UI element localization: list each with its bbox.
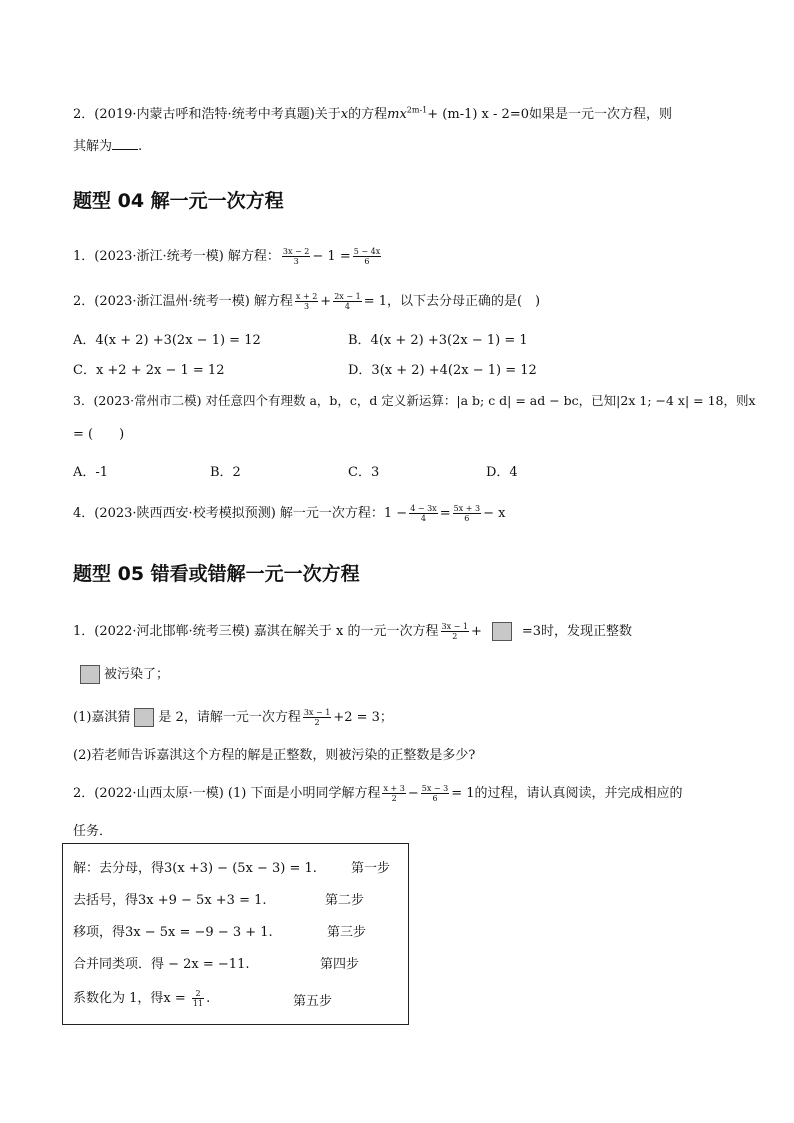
q2-top-prefix: 2．(2019·内蒙古呼和浩特·统考中考真题)关于	[73, 107, 341, 122]
q2-top-line2-end: .	[138, 139, 143, 154]
section-04-title: 题型 04 解一元一次方程	[73, 190, 284, 212]
s04-q4-eq: =	[439, 506, 451, 521]
s04-q3-line2: = ( )	[73, 427, 125, 442]
s04-q4-frac1	[409, 504, 437, 523]
s05-q1-sub1	[73, 706, 393, 727]
solution-box	[62, 843, 409, 1025]
s04-q2	[73, 290, 540, 311]
s05-q2-frac2	[421, 784, 449, 803]
q2-top-exp: 2m-1	[406, 105, 428, 115]
s04-q4	[73, 502, 505, 523]
q2-top-line1	[73, 103, 672, 122]
s05-q2-line2: 任务．	[73, 824, 113, 839]
s05-q2-minus: −	[407, 786, 419, 801]
s04-q3-option-d[interactable]: D．4	[486, 465, 518, 480]
solution-step-2: 去括号，得3x +9 − 5x +3 = 1.	[73, 893, 267, 908]
s05-q1-frac-den: 2	[452, 632, 458, 641]
s05-q1-sub1-end: +2 = 3；	[333, 710, 393, 725]
s04-q2-option-a[interactable]: A．4(x + 2) +3(2x − 1) = 12	[73, 333, 261, 348]
s04-q2-option-b[interactable]: B．4(x + 2) +3(2x − 1) = 1	[348, 333, 528, 348]
s04-q1-frac2-den: 6	[364, 257, 370, 266]
solution-step-1: 解：去分母，得3(x +3) − (5x − 3) = 1.	[73, 861, 317, 876]
solution-step-5-end: .	[206, 991, 211, 1006]
s04-q2-frac2-num: 2x − 1	[334, 292, 361, 301]
s04-q3: 3．(2023·常州市二模) 对任意四个有理数 a，b，c，d 定义新运算：|a b; c d| = ad − bc，已知|2x 1; −4 x| = 18，则x	[73, 393, 756, 408]
s04-q3-option-c[interactable]: C．3	[348, 465, 380, 480]
s04-q2-frac1	[295, 292, 318, 311]
s05-q2-frac1-den: 2	[391, 794, 397, 803]
s04-q4-text: 4．(2023·陕西西安·校考模拟预测) 解一元一次方程：1 −	[73, 506, 408, 521]
solution-step-5-text: 系数化为 1，得x =	[73, 991, 190, 1006]
q2-top-var: x	[340, 107, 349, 122]
s05-q2-end: = 1的过程，请认真阅读，并完成相应的	[451, 786, 683, 801]
solution-step-3: 移项，得3x − 5x = −9 − 3 + 1.	[73, 925, 273, 940]
s04-q4-frac1-num: 4 − 3x	[410, 504, 437, 513]
s05-q2-text: 2．(2022·山西太原·一模) (1) 下面是小明同学解方程	[73, 786, 381, 801]
s04-q2-frac1-den: 3	[304, 302, 310, 311]
q2-top-line2	[73, 135, 142, 154]
q2-top-mid: 的方程	[348, 107, 388, 122]
q2-top-rest: + (m-1) x - 2=0如果是一元一次方程，则	[427, 107, 672, 122]
solution-step-5-frac	[192, 989, 204, 1008]
s05-q2-frac1	[382, 784, 405, 803]
s05-q1-sub2: (2)若老师告诉嘉淇这个方程的解是正整数，则被污染的正整数是多少?	[73, 748, 476, 763]
solution-step-4: 合并同类项．得 − 2x = −11.	[73, 957, 250, 972]
s05-q1-line2	[76, 663, 169, 684]
s04-q2-text: 2．(2023·浙江温州·统考一模) 解方程	[73, 294, 293, 309]
solution-step-5-frac-den: 11	[192, 999, 204, 1008]
s04-q2-frac2-den: 4	[344, 302, 350, 311]
s04-q2-plus: +	[320, 294, 332, 309]
s05-q2-frac1-num: x + 3	[383, 784, 405, 793]
s05-q1-frac	[441, 622, 469, 641]
section-05-title: 题型 05 错看或错解一元一次方程	[73, 563, 360, 585]
s05-q1-text: 1．(2022·河北邯郸·统考三模) 嘉淇在解关于 x 的一元一次方程	[73, 624, 439, 639]
s04-q2-frac1-num: x + 2	[295, 292, 318, 301]
s05-q1	[73, 620, 632, 641]
s05-q2-frac2-num: 5x − 3	[421, 784, 449, 793]
solution-step-4-label: 第四步	[320, 957, 360, 972]
s05-q1-sub1-a: (1)嘉淇猜	[73, 710, 131, 725]
s04-q1-frac1-den: 3	[293, 257, 299, 266]
solution-step-3-label: 第三步	[327, 925, 367, 940]
s04-q2-option-c[interactable]: C．x +2 + 2x − 1 = 12	[73, 363, 225, 378]
s04-q1-text: 1．(2023·浙江·统考一模) 解方程：	[73, 249, 280, 264]
s04-q1-frac2-num: 5 − 4x	[353, 247, 381, 256]
s05-q2-frac2-den: 6	[432, 794, 438, 803]
s04-q1-mid: − 1 =	[312, 249, 351, 264]
s04-q1-frac2	[353, 247, 381, 266]
solution-step-2-label: 第二步	[325, 893, 365, 908]
s04-q3-option-a[interactable]: A．-1	[73, 465, 109, 480]
s04-q4-frac2-num: 5x + 3	[453, 504, 481, 513]
s04-q2-option-d[interactable]: D．3(x + 2) +4(2x − 1) = 12	[348, 363, 537, 378]
s04-q4-frac2-den: 6	[464, 514, 470, 523]
q2-top-line2-text: 其解为	[73, 139, 113, 154]
smudged-number-box-3	[134, 708, 154, 727]
s04-q1-frac1	[282, 247, 310, 266]
s04-q2-end: = 1，以下去分母正确的是( )	[363, 294, 541, 309]
s05-q1-end: =3时，发现正整数	[521, 624, 633, 639]
s04-q4-frac2	[453, 504, 481, 523]
s05-q1-sub1-frac-den: 2	[314, 718, 320, 727]
s04-q3-option-b[interactable]: B．2	[210, 465, 241, 480]
s04-q2-frac2	[333, 292, 361, 311]
s05-q1-line2-text: 被污染了；	[104, 667, 170, 682]
s04-q4-end: − x	[483, 506, 506, 521]
answer-blank[interactable]	[112, 149, 138, 150]
s05-q2	[73, 782, 683, 803]
q2-top-expr: mx	[387, 107, 407, 122]
s04-q4-frac1-den: 4	[420, 514, 426, 523]
solution-step-1-label: 第一步	[351, 861, 391, 876]
solution-step-5	[73, 987, 210, 1008]
s05-q1-sub1-frac-num: 3x − 1	[303, 708, 331, 717]
s05-q1-frac-num: 3x − 1	[441, 622, 468, 631]
smudged-number-box	[492, 622, 512, 641]
solution-step-5-label: 第五步	[293, 994, 333, 1009]
smudged-number-box-2	[80, 665, 100, 684]
s04-q1	[73, 245, 383, 266]
s04-q1-frac1-num: 3x − 2	[282, 247, 310, 256]
s05-q1-sub1-frac	[303, 708, 331, 727]
solution-step-5-frac-num: 2	[192, 989, 204, 999]
s05-q1-plus: +	[470, 624, 482, 639]
s05-q1-sub1-b: 是 2，请解一元一次方程	[158, 710, 301, 725]
